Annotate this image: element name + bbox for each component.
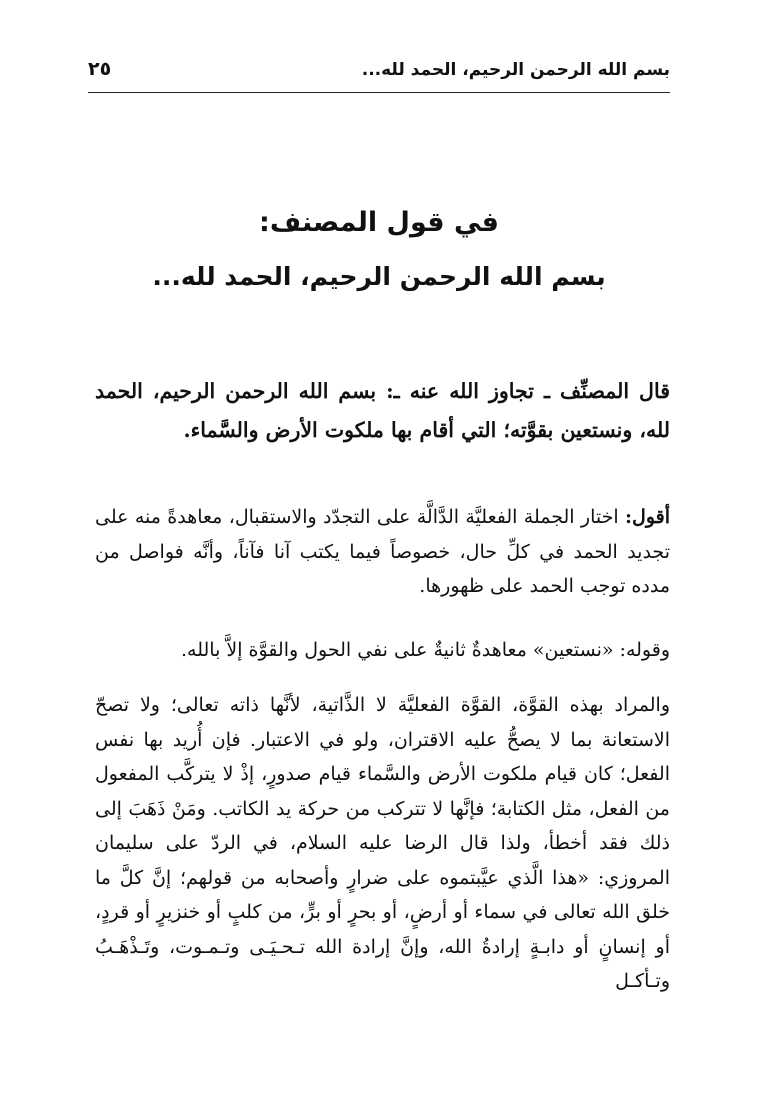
- commentary-paragraph-1: [95, 500, 670, 604]
- chapter-heading-line2: بسم الله الرحمن الرحيم، الحمد لله...: [152, 262, 606, 291]
- commentary-paragraph-2: وقوله: «نستعين» معاهدةٌ ثانيةٌ على نفي الحول والقوَّة إلاَّ بالله.: [180, 639, 670, 661]
- chapter-heading-line1: في قول المصنف:: [259, 207, 499, 238]
- commentary-lead-word: أقول:: [625, 506, 670, 528]
- page-number: ٢٥: [88, 58, 112, 80]
- matn-text: قال المصنِّف ـ تجاوز الله عنه ـ: بسم الله الرحمن الرحيم، الحمد لله، ونستعين بقوَّته؛ التي أقام بها ملكوت الأرض والسَّماء.: [95, 379, 670, 442]
- running-title: بسم الله الرحمن الرحيم، الحمد لله...: [361, 60, 670, 80]
- running-header: [88, 58, 670, 93]
- commentary-paragraph-3: والمراد بهذه القوَّة، القوَّة الفعليَّة لا الذَّاتية، لأنَّها ذاته تعالى؛ ولا تصحّ الاستعانة بما لا يصحُّ عليه الاقتران، ولو في الاعتبار. فإن أُريد بها نفس الفعل؛ كان قيام ملكوت الأرض والسَّماء قيام صدورٍ، إذْ لا يتركَّب المفعول من الفعل، مثل الكتابة؛ فإنَّها لا تتركب من حركة يد الكاتب. ومَنْ ذَهَبَ إلى ذلك فقد أخطأ، ولذا قال الرضا عليه السلام، في الردّ على سليمان المروزي: «هذا الَّذي عيَّبتموه على ضرارٍ وأصحابه من قولهم؛ إنَّ كلَّ ما خلق الله تعالى في سماء أو أرضٍ، أو بحرٍ أو برٍّ، من كلبٍ أو خنزيرٍ أو قردٍ، أو إنسانٍ أو دابـةٍ إرادةُ الله، وإنَّ إرادة الله تـحـيَـى وتـمـوت، وتَـذْهَـبُ وتـأكـل: [95, 694, 670, 992]
- commentary-paragraph-1-text: اختار الجملة الفعليَّة الدَّالَّة على التجدّد والاستقبال، معاهدةً منه على تجديد الحمد في كلِّ حال، خصوصاً فيما يكتب آنا فآناً، وأنَّه فواصل من مدده توجب الحمد على ظهورها.: [95, 506, 670, 597]
